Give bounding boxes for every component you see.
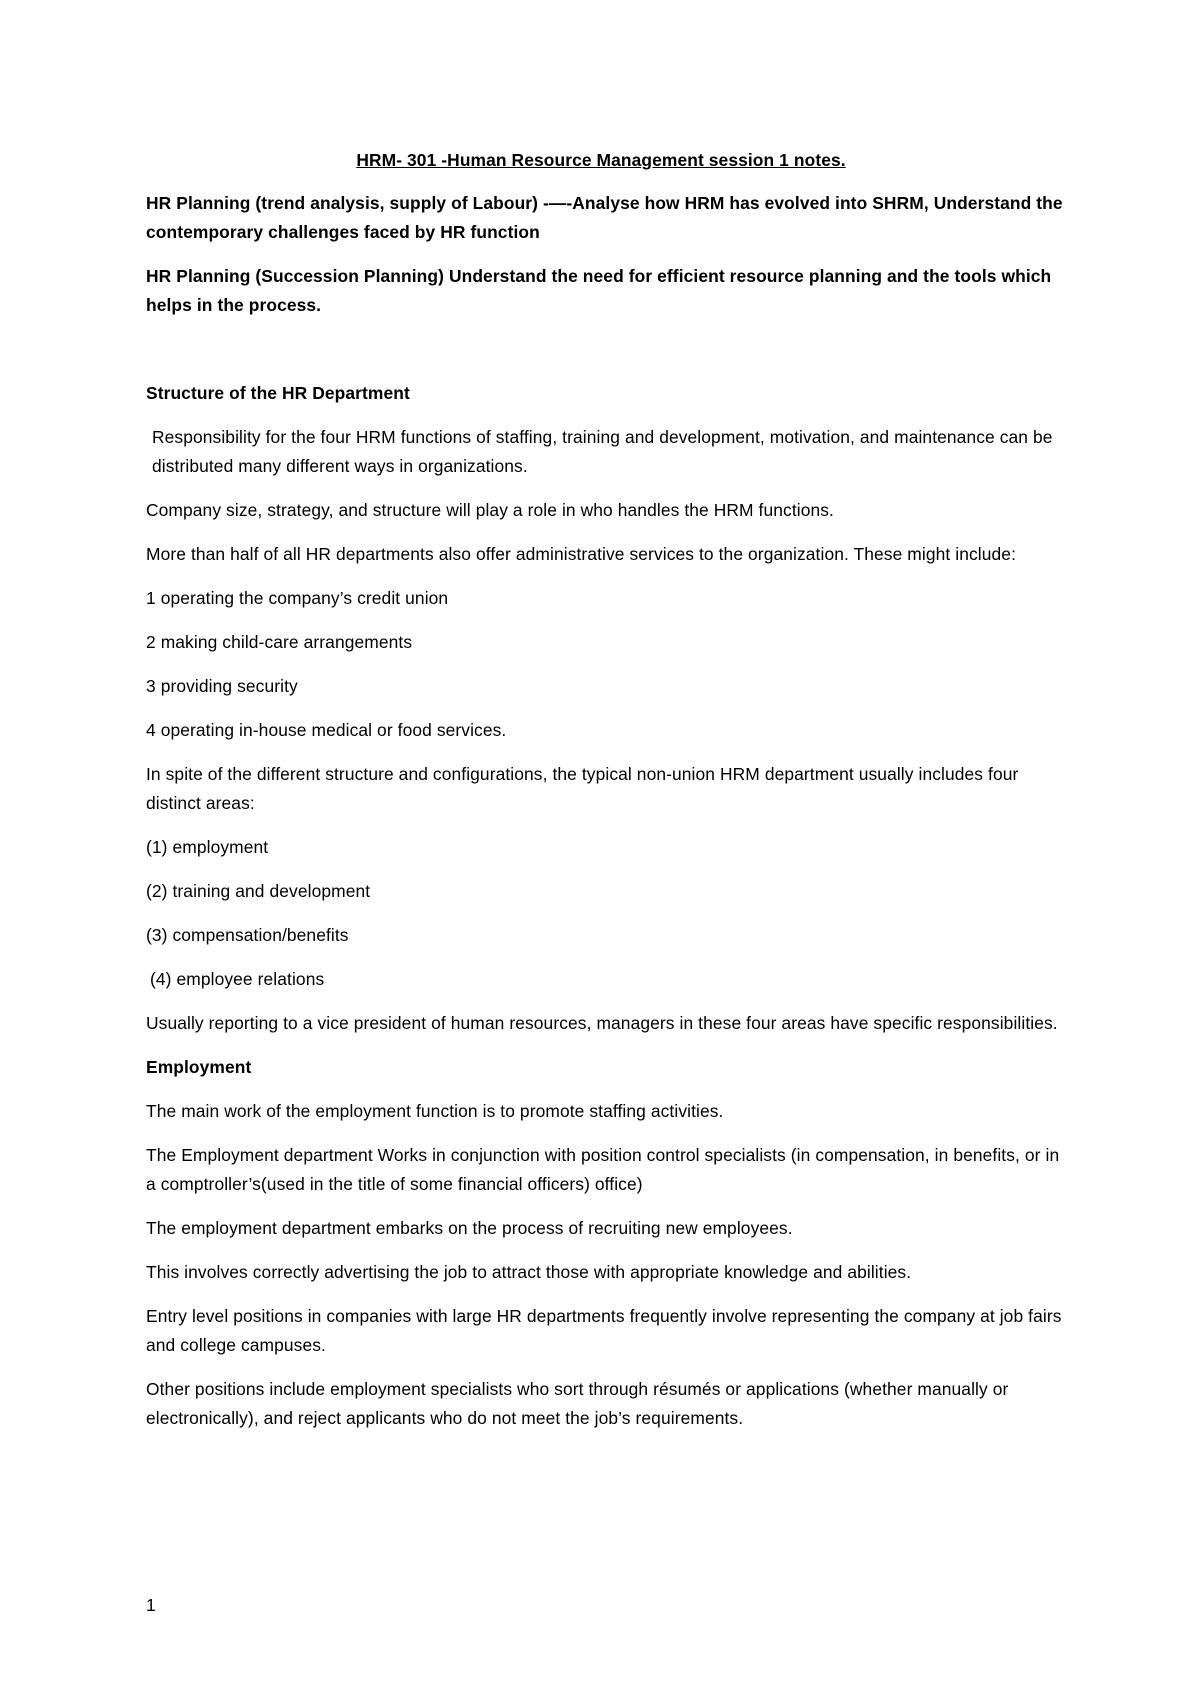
paragraph-other-positions: Other positions include employment specialists who sort through résumés or applications (whether manually or electronically), and reject applicants who do not meet the job’s requirements. [146, 1379, 1009, 1428]
list-item-service-3: 3 providing security [146, 676, 298, 696]
paragraph-reporting: Usually reporting to a vice president of human resources, managers in these four areas have specific responsibilities. [146, 1013, 1058, 1033]
section-heading-structure: Structure of the HR Department [146, 383, 410, 403]
list-item-area-2: (2) training and development [146, 881, 371, 901]
list-item-service-1: 1 operating the company’s credit union [146, 588, 449, 608]
list-item-area-3: (3) compensation/benefits [146, 925, 349, 945]
section-heading-employment: Employment [146, 1057, 252, 1077]
page-number: 1 [146, 1595, 156, 1615]
list-item-service-4: 4 operating in-house medical or food services. [146, 720, 507, 740]
paragraph-administrative-services: More than half of all HR departments also offer administrative services to the organization. These might include: [146, 544, 1016, 564]
paragraph-areas-intro: In spite of the different structure and configurations, the typical non-union HRM department usually includes four distinct areas: [146, 764, 1019, 813]
paragraph-responsibility: Responsibility for the four HRM functions of staffing, training and development, motivation, and maintenance can be distributed many different ways in organizations. [152, 427, 1053, 476]
paragraph-company-size: Company size, strategy, and structure will play a role in who handles the HRM functions. [146, 500, 834, 520]
paragraph-employment-department: The Employment department Works in conjunction with position control specialists (in compensation, in benefits, or in a comptroller’s(used in the title of some financial officers) office) [146, 1145, 1060, 1194]
paragraph-advertising: This involves correctly advertising the job to attract those with appropriate knowledge and abilities. [146, 1262, 912, 1282]
intro-paragraph-2: HR Planning (Succession Planning) Understand the need for efficient resource planning and the tools which helps in the process. [146, 266, 1052, 315]
list-item-service-2: 2 making child-care arrangements [146, 632, 413, 652]
intro-paragraph-1: HR Planning (trend analysis, supply of Labour) -—-Analyse how HRM has evolved into SHRM, Understand the contemporary challenges faced by HR function [146, 193, 1063, 242]
list-item-area-4: (4) employee relations [150, 969, 325, 989]
paragraph-recruiting: The employment department embarks on the process of recruiting new employees. [146, 1218, 793, 1238]
list-item-area-1: (1) employment [146, 837, 269, 857]
document-title: HRM- 301 -Human Resource Management session 1 notes. [356, 150, 846, 170]
paragraph-entry-level: Entry level positions in companies with large HR departments frequently involve representing the company at job fairs and college campuses. [146, 1306, 1062, 1355]
document-body [146, 146, 1066, 1448]
paragraph-employment-main-work: The main work of the employment function is to promote staffing activities. [146, 1101, 724, 1121]
